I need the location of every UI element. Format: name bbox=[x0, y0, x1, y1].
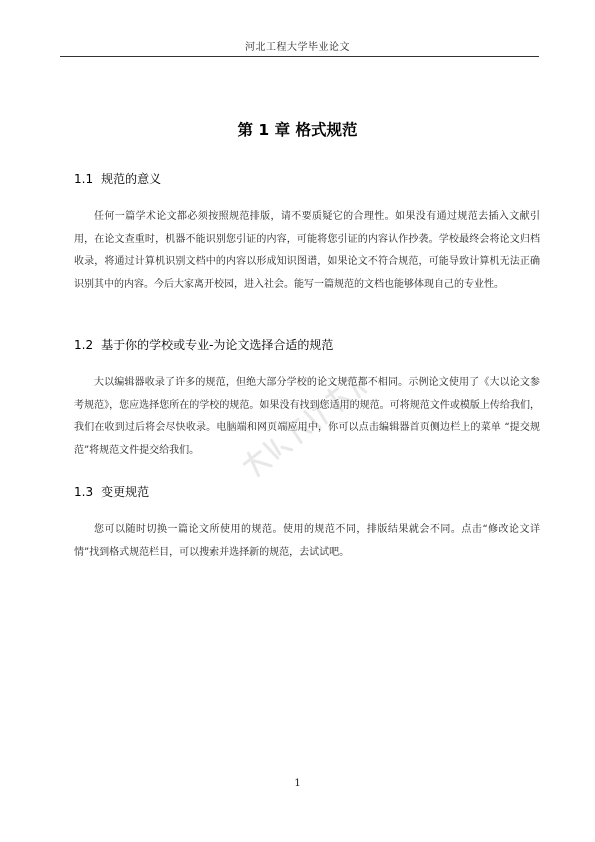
section-1-3 bbox=[74, 484, 546, 564]
section-paragraph: 大以编辑器收录了许多的规范，但绝大部分学校的论文规范都不相同。示例论文使用了《大以论文参考规范》，您应选择您所在的学校的规范。如果没有找到您适用的规范。可将规范文件或模版上传给我们，我们在收到过后将会尽快收录。电脑端和网页端应用中，你可以点击编辑器首页侧边栏上的菜单 “提交规范”将规范文件提交给我们。 bbox=[74, 377, 540, 456]
running-header: 河北工程大学毕业论文 bbox=[245, 42, 350, 53]
page-number: 1 bbox=[294, 778, 301, 789]
section-heading bbox=[74, 337, 546, 353]
section-number: 1.1 bbox=[74, 172, 94, 186]
section-title: 变更规范 bbox=[101, 485, 150, 499]
section-heading bbox=[74, 484, 546, 500]
chapter-title: 第 1 章 格式规范 bbox=[237, 121, 358, 139]
section-number: 1.3 bbox=[74, 485, 94, 499]
section-paragraph: 任何一篇学术论文都必须按照规范排版，请不要质疑它的合理性。如果没有通过规范去插入文献引用，在论文查重时，机器不能识别您引证的内容，可能将您引证的内容认作抄袭。学校最终会将论文归档收录，将通过计算机识别文档中的内容以形成知识图谱，如果论文不符合规范，可能导致计算机无法正确识别其中的内容。今后大家离开校园，进入社会。能写一篇规范的文档也能够体现自己的专业性。 bbox=[74, 211, 540, 290]
header-rule bbox=[60, 56, 539, 57]
section-paragraph: 您可以随时切换一篇论文所使用的规范。使用的规范不同，排版结果就会不同。点击“修改论文详情”找到格式规范栏目，可以搜索并选择新的规范，去试试吧。 bbox=[74, 524, 540, 558]
section-heading bbox=[74, 171, 546, 187]
section-number: 1.2 bbox=[74, 338, 94, 352]
section-title: 基于你的学校或专业-为论文选择合适的规范 bbox=[101, 338, 334, 352]
section-1-1 bbox=[74, 171, 546, 296]
section-title: 规范的意义 bbox=[101, 172, 162, 186]
